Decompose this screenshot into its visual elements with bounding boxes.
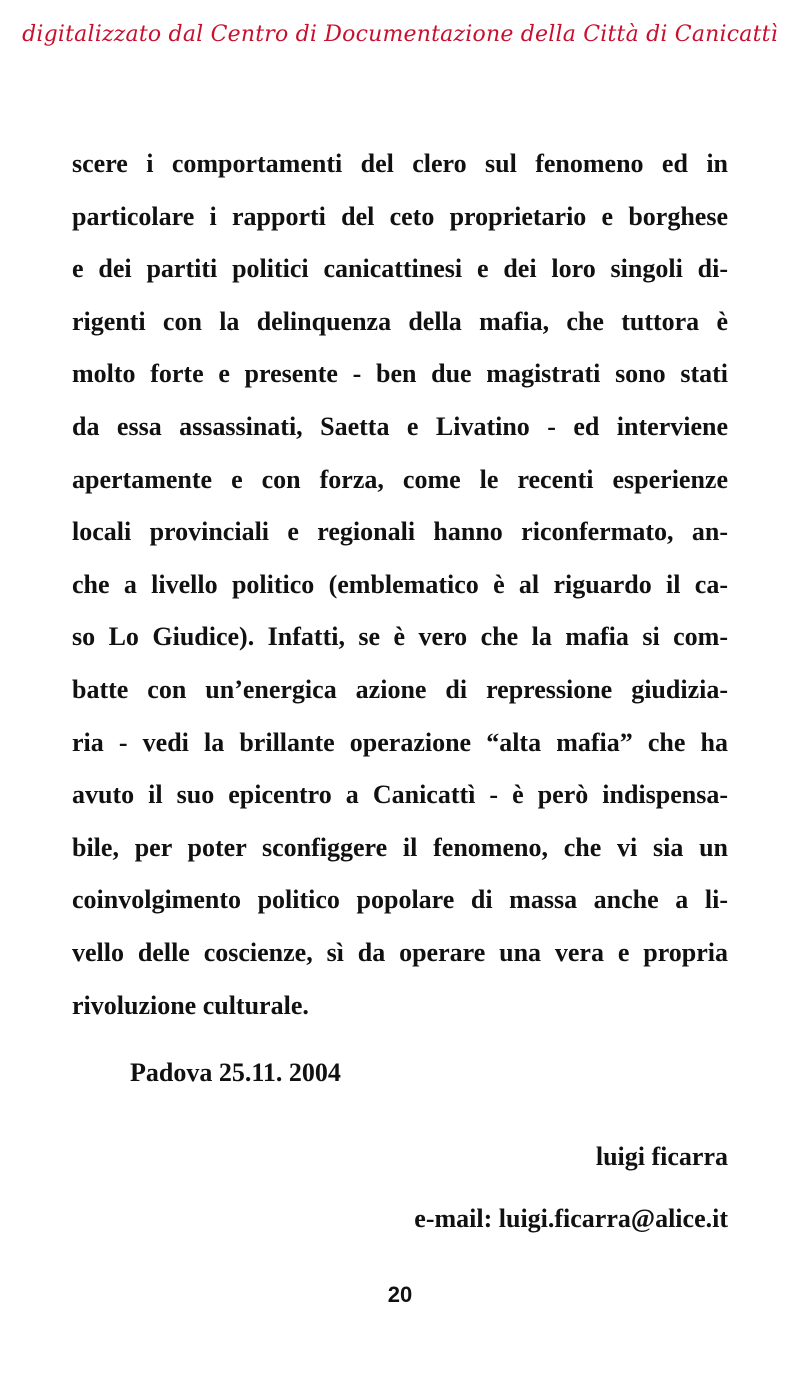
text-line: vello delle coscienze, sì da operare una vera e propria (72, 937, 728, 967)
text-line: ria - vedi la brillante operazione “alta mafia” che ha (72, 727, 728, 757)
digitization-header: digitalizzato dal Centro di Documentazione della Città di Canicattì (22, 22, 778, 47)
text-line: che a livello politico (emblematico è al riguardo il ca- (72, 569, 728, 599)
body-text (72, 138, 728, 1032)
text-line: so Lo Giudice). Infatti, se è vero che la mafia si com- (72, 622, 728, 652)
text-line: avuto il suo epicentro a Canicattì - è però indispensa- (72, 780, 728, 810)
text-line: particolare i rapporti del ceto proprietario e borghese (72, 201, 728, 231)
text-line: da essa assassinati, Saetta e Livatino - ed interviene (72, 411, 728, 441)
text-line: coinvolgimento politico popolare di massa anche a li- (72, 885, 728, 915)
text-line: rivoluzione culturale. (72, 990, 309, 1020)
page-number: 20 (387, 1282, 413, 1307)
text-line: e dei partiti politici canicattinesi e dei loro singoli di- (72, 254, 728, 284)
text-line: rigenti con la delinquenza della mafia, che tuttora è (72, 306, 728, 336)
text-line: bile, per poter sconfiggere il fenomeno, che vi sia un (72, 832, 728, 862)
author-email: e-mail: luigi.ficarra@alice.it (414, 1204, 728, 1233)
text-line: batte con un’energica azione di repressione giudizia- (72, 674, 728, 704)
author-name: luigi ficarra (595, 1142, 728, 1171)
text-line: apertamente e con forza, come le recenti esperienze (72, 464, 728, 494)
date-line: Padova 25.11. 2004 (130, 1058, 341, 1087)
text-line: molto forte e presente - ben due magistrati sono stati (72, 359, 728, 389)
text-line: scere i comportamenti del clero sul fenomeno ed in (72, 149, 728, 178)
text-line: locali provinciali e regionali hanno riconfermato, an- (72, 517, 728, 547)
